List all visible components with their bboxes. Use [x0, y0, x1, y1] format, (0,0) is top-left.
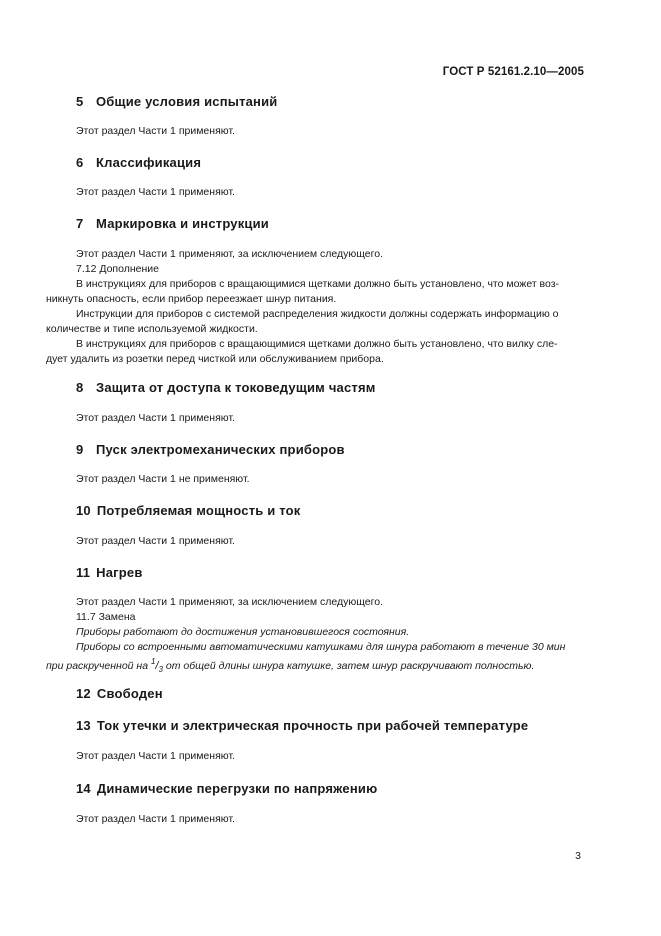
section-8-text: Этот раздел Части 1 применяют.: [76, 412, 235, 424]
document-id-header: ГОСТ Р 52161.2.10—2005: [442, 66, 584, 78]
section-13-text: Этот раздел Части 1 применяют.: [76, 750, 235, 762]
section-number: 12: [76, 686, 91, 701]
section-5-text: Этот раздел Части 1 применяют.: [76, 125, 235, 137]
section-10-heading: [76, 503, 301, 518]
section-number: 13: [76, 718, 91, 733]
paragraph-line: В инструкциях для приборов с вращающимися щетками должно быть установлено, что может воз-: [76, 278, 560, 290]
section-title: Пуск электромеханических приборов: [96, 442, 345, 457]
section-title: Нагрев: [96, 565, 143, 580]
section-number: 14: [76, 781, 91, 796]
section-number: 11: [76, 565, 91, 580]
section-9-heading: [76, 442, 345, 457]
paragraph-line: Приборы работают до достижения установившегося состояния.: [76, 626, 410, 638]
section-title: Ток утечки и электрическая прочность при рабочей температуре: [96, 718, 529, 733]
paragraph-line: В инструкциях для приборов с вращающимися щетками должно быть установлено, что вилку сле-: [76, 338, 558, 350]
section-title: Классификация: [96, 155, 202, 170]
paragraph-text: от общей длины шнура катушке, затем шнур раскручивают полностью.: [165, 660, 535, 672]
section-8-heading: [76, 380, 376, 395]
section-12-heading: [76, 686, 163, 701]
paragraph-text: при раскрученной на: [46, 660, 149, 672]
paragraph-line: Приборы со встроенными автоматическими катушками для шнура работают в течение 30 мин: [76, 641, 566, 653]
paragraph-line: [46, 654, 534, 677]
section-7-intro: Этот раздел Части 1 применяют, за исключением следующего.: [76, 248, 383, 260]
section-title: Маркировка и инструкции: [96, 216, 270, 231]
section-9-text: Этот раздел Части 1 не применяют.: [76, 473, 250, 485]
section-14-heading: [76, 781, 377, 796]
page-number: 3: [575, 850, 581, 862]
section-13-heading: [76, 718, 528, 733]
section-title: Динамические перегрузки по напряжению: [96, 781, 378, 796]
paragraph-line: никнуть опасность, если прибор переезжает шнур питания.: [46, 293, 337, 305]
section-7-heading: [76, 216, 269, 231]
section-10-text: Этот раздел Части 1 применяют.: [76, 535, 235, 547]
section-number: 5: [76, 94, 84, 109]
section-number: 9: [76, 442, 84, 457]
fraction-numerator: 1: [150, 657, 156, 666]
section-number: 8: [76, 380, 84, 395]
section-5-heading: [76, 94, 278, 109]
section-title: Свободен: [96, 686, 163, 701]
fraction-denominator: 3: [158, 665, 163, 674]
paragraph-line: дует удалить из розетки перед чисткой или обслуживанием прибора.: [46, 353, 384, 365]
paragraph-line: количестве и типе используемой жидкости.: [46, 323, 258, 335]
section-6-text: Этот раздел Части 1 применяют.: [76, 186, 235, 198]
section-title: Общие условия испытаний: [96, 94, 278, 109]
paragraph-line: Инструкции для приборов с системой распределения жидкости должны содержать информацию о: [76, 308, 559, 320]
section-11-heading: [76, 565, 143, 580]
section-6-heading: [76, 155, 201, 170]
fraction-one-third: $^1/_3$: [150, 657, 163, 674]
section-title: Потребляемая мощность и ток: [96, 503, 301, 518]
section-number: 6: [76, 155, 84, 170]
section-11-intro: Этот раздел Части 1 применяют, за исключением следующего.: [76, 596, 383, 608]
section-number: 7: [76, 216, 84, 231]
section-number: 10: [76, 503, 91, 518]
subsection-7-12: 7.12 Дополнение: [76, 263, 159, 275]
subsection-11-7: 11.7 Замена: [76, 611, 136, 623]
section-title: Защита от доступа к токоведущим частям: [96, 380, 376, 395]
section-14-text: Этот раздел Части 1 применяют.: [76, 813, 235, 825]
